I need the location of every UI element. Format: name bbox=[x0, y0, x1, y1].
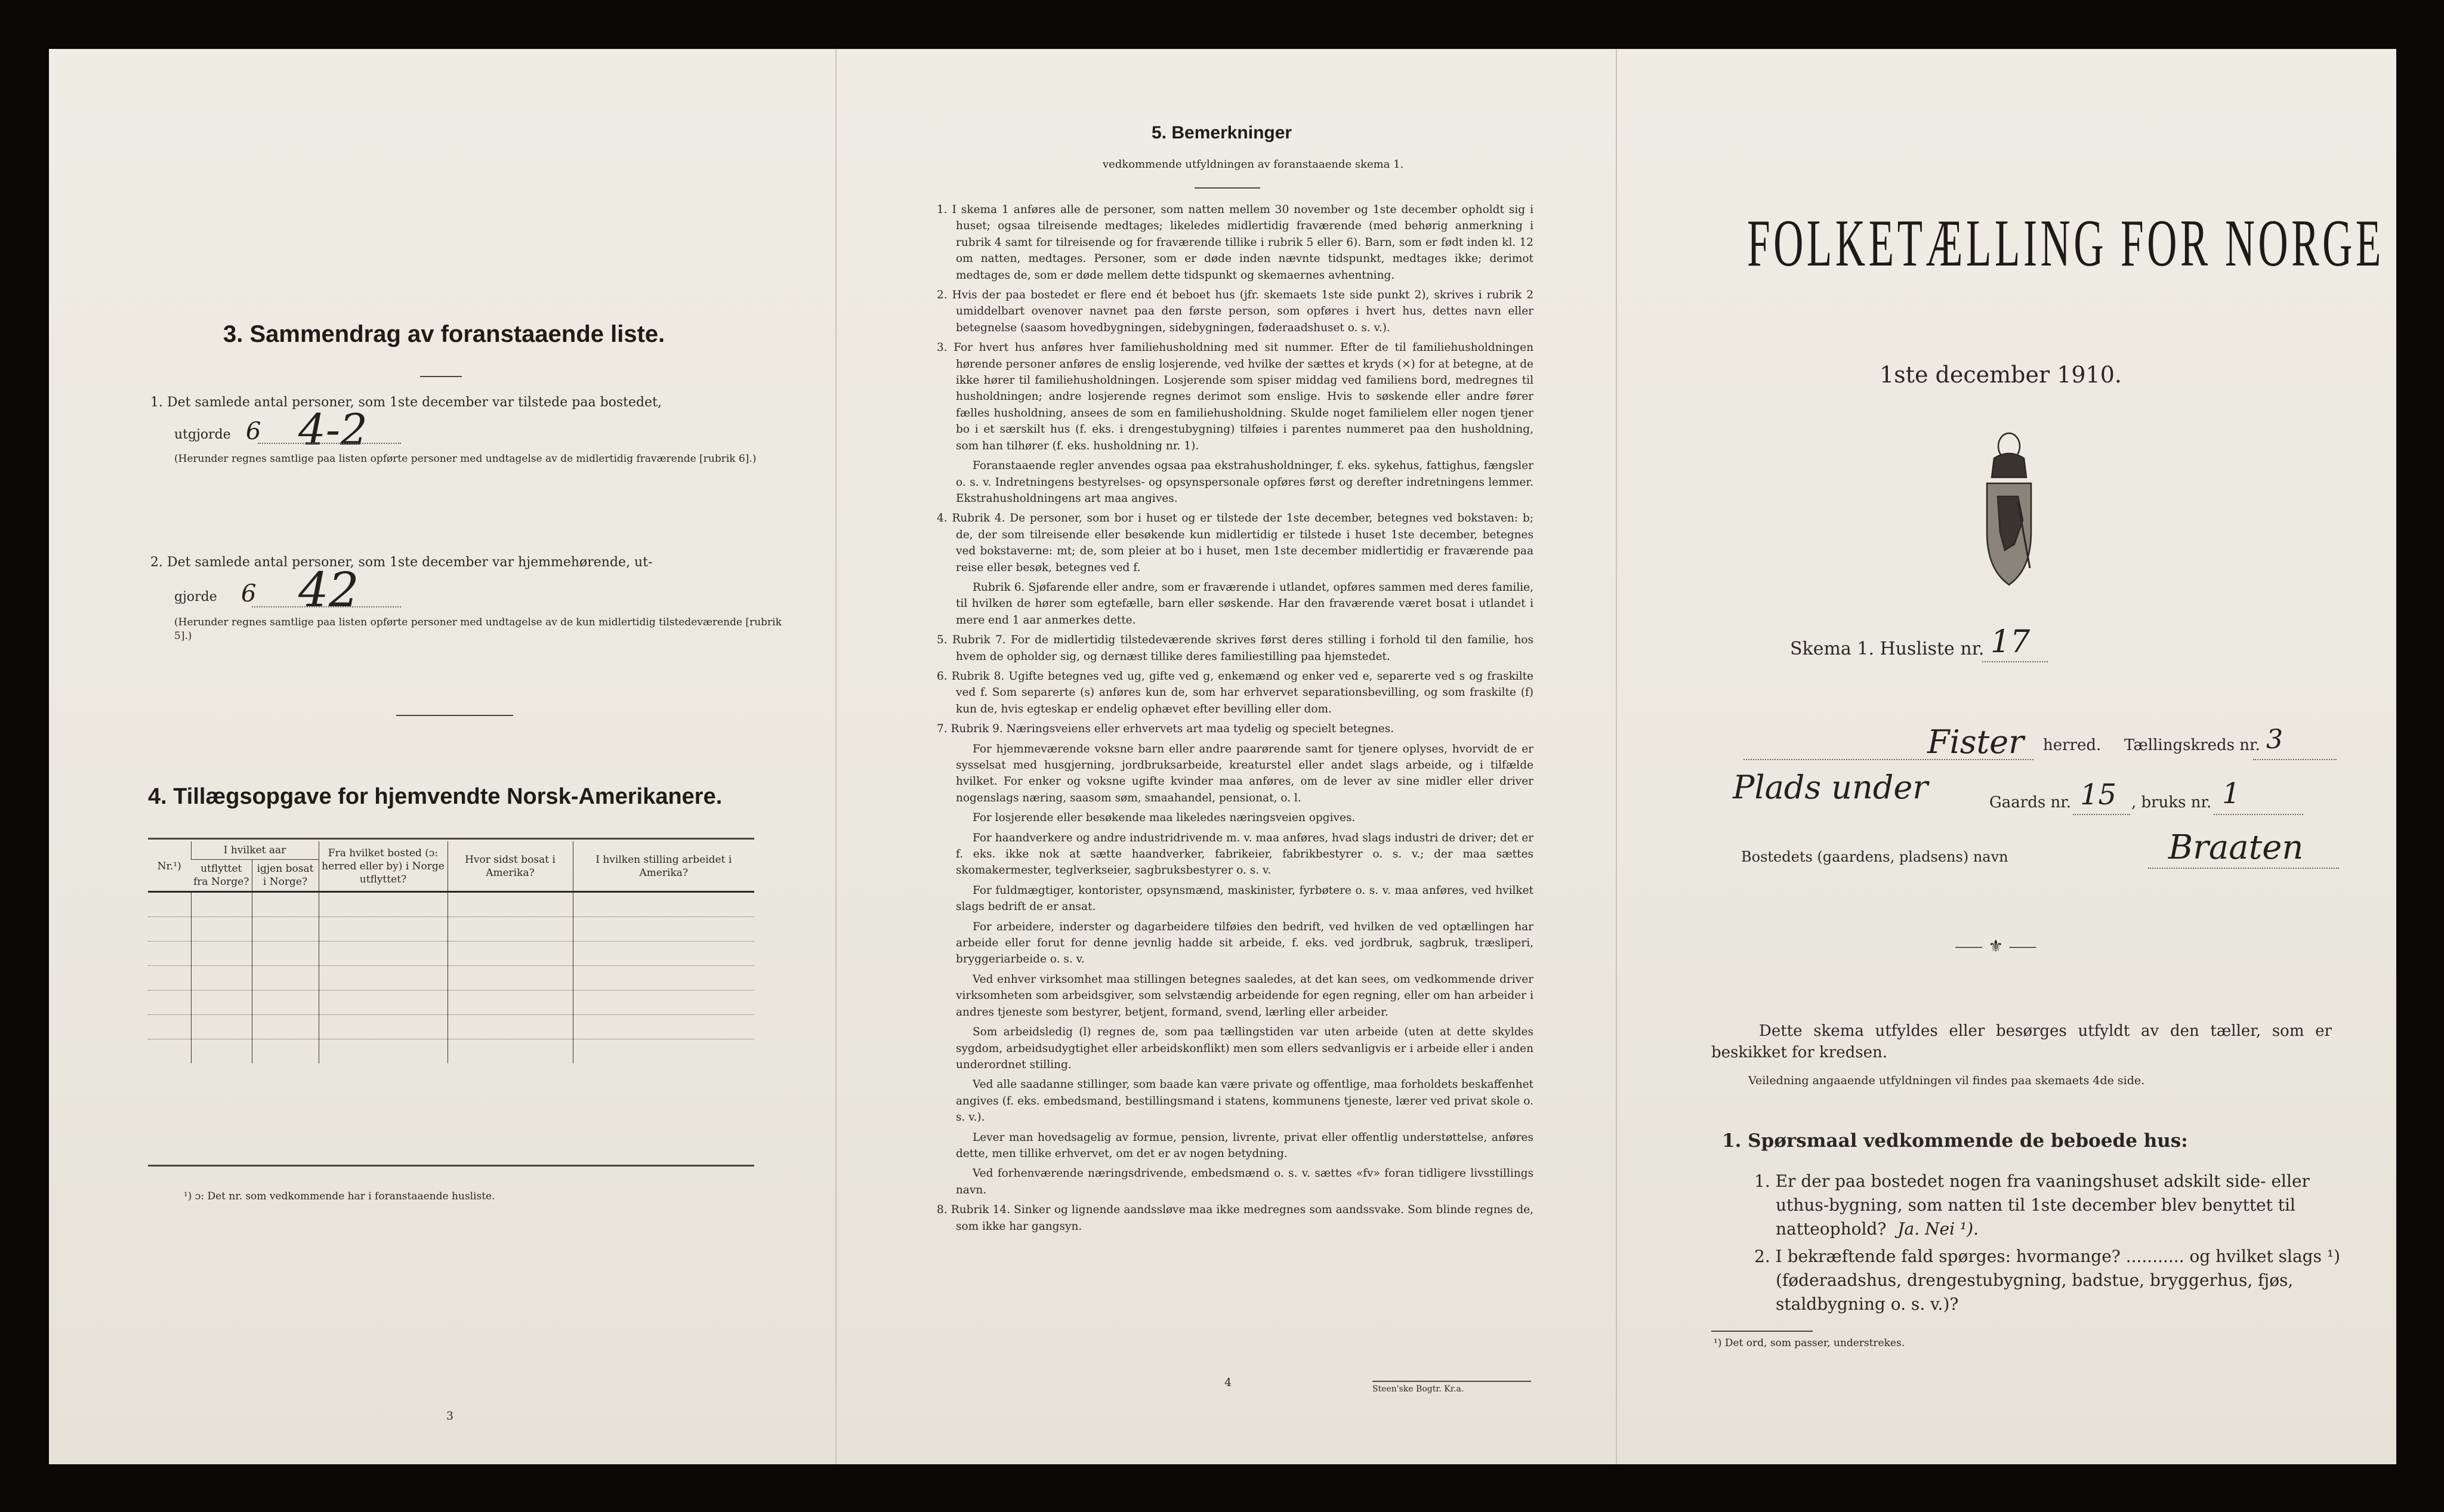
middle-page bbox=[835, 49, 1616, 1464]
item2-line bbox=[252, 606, 401, 607]
item1-note: (Herunder regnes samtlige paa listen opførte personer med undtagelse av de midlertidig fraværende [rubrik 6].) bbox=[174, 453, 757, 465]
remark-paragraph: 8. Rubrik 14. Sinker og lignende aandssløve maa ikke medregnes som aandssvake. Som blinde regnes de, som ikke har gangsyn. bbox=[937, 1204, 1533, 1233]
footnote: ¹) ɔ: Det nr. som vedkommende har i foranstaaende husliste. bbox=[184, 1190, 495, 1202]
remark-paragraph: 6. Rubrik 8. Ugifte betegnes ved ug, gifte ved g, enkemænd og enker ved e, separerte ved s og fraskilte ved f. Som separerte (s) anføres kun de, som har erhvervet separationsbevilling, og som fraskilte (f) kun de, hvis egteskap er endelig ophævet efter bevilling eller dom. bbox=[937, 669, 1533, 715]
right-page bbox=[1616, 49, 2396, 1464]
plads-value: Plads under bbox=[1733, 769, 1928, 806]
col-fra-bosted: Fra hvilket bosted (ɔ: herred eller by) i Norge utflyttet? bbox=[319, 841, 448, 892]
gaards-value: 15 bbox=[2080, 778, 2117, 811]
item1-text: 1. Det samlede antal personer, som 1ste december var tilstede paa bostedet, bbox=[150, 395, 662, 410]
table-row bbox=[148, 1015, 754, 1039]
table-row bbox=[148, 966, 754, 990]
schema-label: Skema 1. Husliste nr. bbox=[1790, 638, 1985, 659]
remark-paragraph: Rubrik 6. Sjøfarende eller andre, som er fraværende i utlandet, opføres sammen med deres familie, til hvilken de hører som egtefælle, barn eller søskende. Har den fraværende været bosat i utlandet i mere end 1 aar anmerkes dette. bbox=[956, 581, 1533, 627]
remark-paragraph: For arbeidere, inderster og dagarbeidere tilføies den bedrift, ved hvilken de ved optællingen har arbeide eller forut for denne jevnlig hadde sit arbeide, f. eks. ved jordbruk, sagbruk, træsliperi, bryggeriarbeide o. s. v. bbox=[956, 920, 1533, 966]
section4-title: 4. Tillægsopgave for hjemvendte Norsk-Amerikanere. bbox=[148, 784, 723, 809]
question-1 bbox=[1754, 1170, 2356, 1241]
col-igjen: igjen bosat i Norge? bbox=[252, 860, 319, 892]
bosted-value: Braaten bbox=[2168, 828, 2304, 867]
husliste-line bbox=[1982, 661, 2048, 662]
remark-paragraph: For hjemmeværende voksne barn eller andre paarørende samt for tjenere oplyses, hvorvidt de er sysselsat med husgjerning, jordbruksarbeide, kreaturstel eller andet slags arbeide, og i tilfælde hvilket. For enker og voksne ugifte kvinder maa anføres, om de lever av sine midler eller driver nogenslags næring, saasom søm, smaahandel, pensionat, o. l. bbox=[956, 742, 1533, 804]
item2-note: (Herunder regnes samtlige paa listen opførte personer med undtagelse av de kun midlertidig tilstedeværende [rubrik 5].) bbox=[174, 616, 782, 642]
remark-paragraph: 4. Rubrik 4. De personer, som bor i huset og er tilstede der 1ste december, betegnes ved bokstaven: b; de, der som tilreisende eller besøkende kun midlertidig er tilstede i huset 1ste december, betegnes ved bokstaverne: mt; de, som pleier at bo i huset, men 1ste december midlertidig er fraværende paa reise eller besøk, betegnes ved f. bbox=[937, 512, 1533, 574]
bosted-label: Bostedets (gaardens, pladsens) navn bbox=[1741, 848, 2008, 865]
footnote: ¹) Det ord, som passer, understrekes. bbox=[1714, 1337, 1905, 1349]
herred-label: herred. bbox=[2043, 736, 2102, 754]
coat-of-arms-icon bbox=[1976, 431, 2042, 600]
intro-text: Dette skema utfyldes eller besørges utfyldt av den tæller, som er beskikket for kredsen. bbox=[1711, 1022, 2332, 1062]
bruks-line bbox=[2214, 814, 2303, 815]
table-row bbox=[148, 942, 754, 966]
bosted-line bbox=[2148, 868, 2339, 869]
col-nr: Nr.¹) bbox=[148, 841, 191, 892]
table-row bbox=[148, 917, 754, 942]
question-2: 2. I bekræftende fald spørges: hvormange? ........... og hvilket slags ¹) (føderaadshus, drengestubygning, badstue, bryggerhus, fjøs, staldbygning o. s. v.)? bbox=[1754, 1246, 2340, 1314]
printer-rule bbox=[1372, 1381, 1531, 1382]
form-title: FOLKETÆLLING FOR NORGE bbox=[1747, 206, 2384, 280]
questions-title: 1. Spørsmaal vedkommende de beboede hus: bbox=[1722, 1130, 2188, 1152]
gaards-label: Gaards nr. bbox=[1989, 794, 2072, 811]
remark-paragraph: 3. For hvert hus anføres hver familiehusholdning med sit nummer. Efter de til familiehusholdningen hørende personer anføres de enslig losjerende, ved hvilke der sættes et kryds (×) for at betegne, at de ikke hører til familiehusholdningen. Losjerende som spiser middag ved familiens bord, medregnes til husholdningen; andre losjerende regnes derimot som enslige. Hvis to søskende eller andre fører fælles husholdning, ansees de som en familiehusholdning. Skulde noget familielem eller nogen tjener bo i et særskilt hus (f. eks. i drengestubygning) tilføies i parentes nummeret paa den husholdning, som han tilhører (f. eks. husholdning nr. 1). bbox=[937, 341, 1533, 452]
remark-paragraph: 1. I skema 1 anføres alle de personer, som natten mellem 30 november og 1ste december opholdt sig i huset; ogsaa tilreisende medtages; likeledes midlertidig fraværende (med behørig anmerkning i rubrik 4 samt for tilreisende og for fraværende tillike i rubrik 5 eller 6). Barn, som er født inden kl. 12 om natten, medtages. Personer, som er døde inden nævnte tidspunkt, medtages ikke; derimot medtages de, som er døde mellem dette tidspunkt og skemaernes avhentning. bbox=[937, 203, 1533, 282]
remark-paragraph: Foranstaaende regler anvendes ogsaa paa ekstrahusholdninger, f. eks. sykehus, fattighus, fængsler o. s. v. Indretningens bestyrelses- og opsynspersonale opføres først og derefter indretningens lemmer. Ekstrahusholdningens art maa angives. bbox=[956, 459, 1533, 505]
remark-paragraph: Ved alle saadanne stillinger, som baade kan være private og offentlige, maa forholdets beskaffenhet angives (f. eks. embedsmand, bestillingsmand i statens, kommunens tjeneste, lærer ved privat skole o. s. v.). bbox=[956, 1078, 1533, 1124]
divider bbox=[420, 376, 462, 377]
remark-paragraph: For fuldmægtiger, kontorister, opsynsmænd, maskinister, fyrbøtere o. s. v. maa anføres, ved hvilket slags bedrift de er ansat. bbox=[956, 884, 1533, 914]
item2-text: 2. Det samlede antal personer, som 1ste december var hjemmehørende, ut- bbox=[150, 555, 653, 570]
herred-value: Fister bbox=[1927, 723, 2024, 761]
table-row bbox=[148, 1039, 754, 1064]
page-number: 3 bbox=[446, 1409, 454, 1422]
table-row bbox=[148, 892, 754, 917]
remark-paragraph: 5. Rubrik 7. For de midlertidig tilstedeværende skrives først deres stilling i forhold til den familie, hos hvem de opholder sig, og dernæst tillike deres familiestilling paa hjemstedet. bbox=[937, 634, 1533, 663]
table-row bbox=[148, 990, 754, 1015]
remarks-title: 5. Bemerkninger bbox=[1152, 123, 1292, 143]
remark-paragraph: Ved enhver virksomhet maa stillingen betegnes saaledes, at det kan sees, om vedkommende driver virksomheten som arbeidsgiver, som selvstændig arbeidende for egen regning, eller om han arbeider i andres tjeneste som bestyrer, betjent, formand, svend, lærling eller arbeider. bbox=[956, 973, 1533, 1019]
remark-paragraph: For haandverkere og andre industridrivende m. v. maa anføres, hvad slags industri de driver; det er f. eks. ikke nok at sætte haandverker, fabrikeier, fabrikbestyrer o. s. v.; der maa sættes skomakermester, teglverkseier, sagbruksbestyrer o. s. v. bbox=[956, 831, 1533, 877]
item1-value-hand: 4-2 bbox=[298, 405, 368, 455]
item1-line bbox=[258, 443, 401, 444]
footnote-rule bbox=[1711, 1331, 1813, 1332]
remark-paragraph: Ved forhenværende næringsdrivende, embedsmænd o. s. v. sættes «fv» foran tidligere livsstillings navn. bbox=[956, 1167, 1533, 1196]
remark-paragraph: Lever man hovedsagelig av formue, pension, livrente, privat eller offentlig understøttelse, anføres dette, men tillike erhvervet, om det er av nogen betydning. bbox=[956, 1131, 1533, 1160]
col-sidst-bosat: Hvor sidst bosat i Amerika? bbox=[448, 841, 573, 892]
question-1-text: 1. Er der paa bostedet nogen fra vaaningshuset adskilt side- eller uthus-bygning, som natten til 1ste december blev benyttet til natteophold? bbox=[1754, 1171, 2310, 1239]
bruks-value: 1 bbox=[2222, 777, 2241, 810]
remarks-subtitle: vedkommende utfyldningen av foranstaaende skema 1. bbox=[1103, 158, 1404, 171]
question-1-answer: Ja. Nei ¹). bbox=[1897, 1219, 1979, 1239]
table-top-rule bbox=[148, 838, 754, 840]
kreds-value: 3 bbox=[2266, 724, 2283, 755]
remark-paragraph: 2. Hvis der paa bostedet er flere end ét beboet hus (jfr. skemaets 1ste side punkt 2), skrives i rubrik 2 umiddelbart ovenover navnet paa den første person, som opføres i hvert hus, dettes navn eller betegnelse (saasom hovedbygningen, sidebygningen, føderaadshuset o. s. v.). bbox=[937, 289, 1533, 334]
ornament-icon: ⸺ ⚜ ⸺ bbox=[1955, 936, 2037, 956]
remark-paragraph: Som arbeidsledig (l) regnes de, som paa tællingstiden var uten arbeide (uten at dette skyldes sygdom, arbeidsudygtighet eller arbeidskonflikt) men som ellers sedvanligvis er i arbeide eller i anden underordnet stilling. bbox=[956, 1026, 1533, 1071]
section3-title: 3. Sammendrag av foranstaaende liste. bbox=[223, 321, 665, 347]
col-stilling: I hvilken stilling arbeidet i Amerika? bbox=[573, 841, 754, 892]
divider bbox=[396, 715, 513, 716]
item2-value-small: 6 bbox=[241, 580, 257, 607]
bruks-label: , bruks nr. bbox=[2131, 794, 2212, 811]
divider bbox=[1195, 187, 1260, 189]
intro-note: Veiledning angaaende utfyldningen vil findes paa skemaets 4de side. bbox=[1748, 1074, 2145, 1087]
norsk-amerikanere-table bbox=[148, 841, 754, 1063]
remarks-body bbox=[937, 202, 1533, 1238]
gaards-line bbox=[2073, 814, 2130, 815]
printer-imprint: Steen'ske Bogtr. Kr.a. bbox=[1372, 1384, 1464, 1394]
table-bottom-rule bbox=[148, 1165, 754, 1167]
item2-prefix: gjorde bbox=[174, 590, 217, 604]
husliste-nr: 17 bbox=[1991, 624, 2031, 660]
remark-paragraph: 7. Rubrik 9. Næringsveiens eller erhvervets art maa tydelig og specielt betegnes. bbox=[937, 723, 1394, 736]
kreds-label: Tællingskreds nr. bbox=[2124, 736, 2260, 754]
item2-value-hand: 42 bbox=[298, 562, 359, 618]
item1-value-small: 6 bbox=[246, 418, 261, 445]
left-page bbox=[49, 49, 835, 1464]
form-date: 1ste december 1910. bbox=[1880, 362, 2122, 388]
kreds-line bbox=[2253, 759, 2337, 760]
col-utflyttet: utflyttet fra Norge? bbox=[193, 863, 249, 888]
item1-prefix: utgjorde bbox=[174, 427, 231, 442]
page-number: 4 bbox=[1224, 1376, 1232, 1389]
col-group-aar: I hvilket aar bbox=[191, 841, 319, 860]
remark-paragraph: For losjerende eller besøkende maa likeledes næringsveien opgives. bbox=[973, 811, 1356, 825]
